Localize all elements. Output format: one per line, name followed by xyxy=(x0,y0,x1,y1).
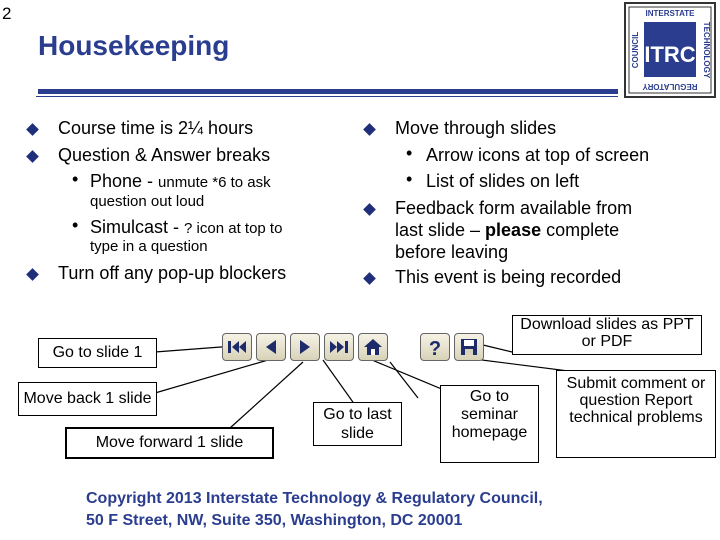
download-callout: Download slides as PPT or PDF xyxy=(512,315,702,355)
svg-text:TECHNOLOGY: TECHNOLOGY xyxy=(702,21,711,79)
move-forward-callout: Move forward 1 slide xyxy=(65,427,274,459)
previous-slide-icon xyxy=(257,334,285,360)
save-download-icon xyxy=(455,334,483,360)
first-slide-button[interactable] xyxy=(222,333,252,361)
move-back-callout: Move back 1 slide xyxy=(18,382,157,416)
svg-text:INTERSTATE: INTERSTATE xyxy=(645,9,695,18)
left-bullet-2: Question & Answer breaks xyxy=(58,145,271,165)
phone-detail: unmute *6 to ask xyxy=(158,174,271,191)
simulcast-detail-cont: type in a question xyxy=(90,238,208,255)
home-icon xyxy=(359,334,387,360)
first-slide-icon xyxy=(223,334,251,360)
sub-bullet-dot: • xyxy=(406,143,413,163)
sub-bullet-dot: • xyxy=(72,169,79,189)
simulcast-label: Simulcast - xyxy=(90,217,185,237)
svg-text:?: ? xyxy=(428,338,442,360)
right-bullet-3: This event is being recorded xyxy=(395,267,622,287)
sub-bullet-dot: • xyxy=(72,215,79,235)
svg-text:ITRC: ITRC xyxy=(644,42,696,67)
go-last-callout: Go to last slide xyxy=(313,402,402,446)
next-slide-button[interactable] xyxy=(290,333,320,361)
copyright-line-2: 50 F Street, NW, Suite 350, Washington, DC 20001 xyxy=(86,512,463,529)
submit-callout: Submit comment or question Report technical problems xyxy=(556,370,716,458)
right-sub-bullet-1: Arrow icons at top of screen xyxy=(426,145,650,165)
download-button[interactable] xyxy=(454,333,484,361)
svg-text:REGULATORY: REGULATORY xyxy=(642,82,698,91)
right-bullet-2-line1: Feedback form available from xyxy=(395,198,633,218)
left-bullet-1: Course time is 2¼ hours xyxy=(58,118,254,138)
phone-detail-cont: question out loud xyxy=(90,193,205,210)
feedback-text: last slide – xyxy=(395,220,486,240)
home-button[interactable] xyxy=(358,333,388,361)
right-bullet-2-line3: before leaving xyxy=(395,242,509,262)
previous-slide-button[interactable] xyxy=(256,333,286,361)
last-slide-button[interactable] xyxy=(324,333,354,361)
svg-text:COUNCIL: COUNCIL xyxy=(631,31,640,69)
copyright-footer xyxy=(86,488,543,532)
copyright-line-1: Copyright 2013 Interstate Technology & Regulatory Council, xyxy=(86,490,543,507)
sub-bullet-dot: • xyxy=(406,169,413,189)
please-emphasis: please xyxy=(485,220,542,240)
go-home-callout: Go to seminar homepage xyxy=(440,385,539,463)
slide-number: 2 xyxy=(2,4,12,23)
slide-title: Housekeeping xyxy=(38,30,230,61)
next-slide-icon xyxy=(291,334,319,360)
left-bullet-3: Turn off any pop-up blockers xyxy=(58,263,287,283)
simulcast-detail: ? icon at top to xyxy=(184,220,283,237)
last-slide-icon xyxy=(325,334,353,360)
help-question-icon xyxy=(421,334,449,360)
right-bullet-1: Move through slides xyxy=(395,118,557,138)
feedback-text-end: complete xyxy=(541,220,620,240)
phone-label: Phone - xyxy=(90,171,159,191)
help-button[interactable] xyxy=(420,333,450,361)
right-sub-bullet-2: List of slides on left xyxy=(426,171,580,191)
go-to-slide-callout: Go to slide 1 xyxy=(38,338,157,368)
